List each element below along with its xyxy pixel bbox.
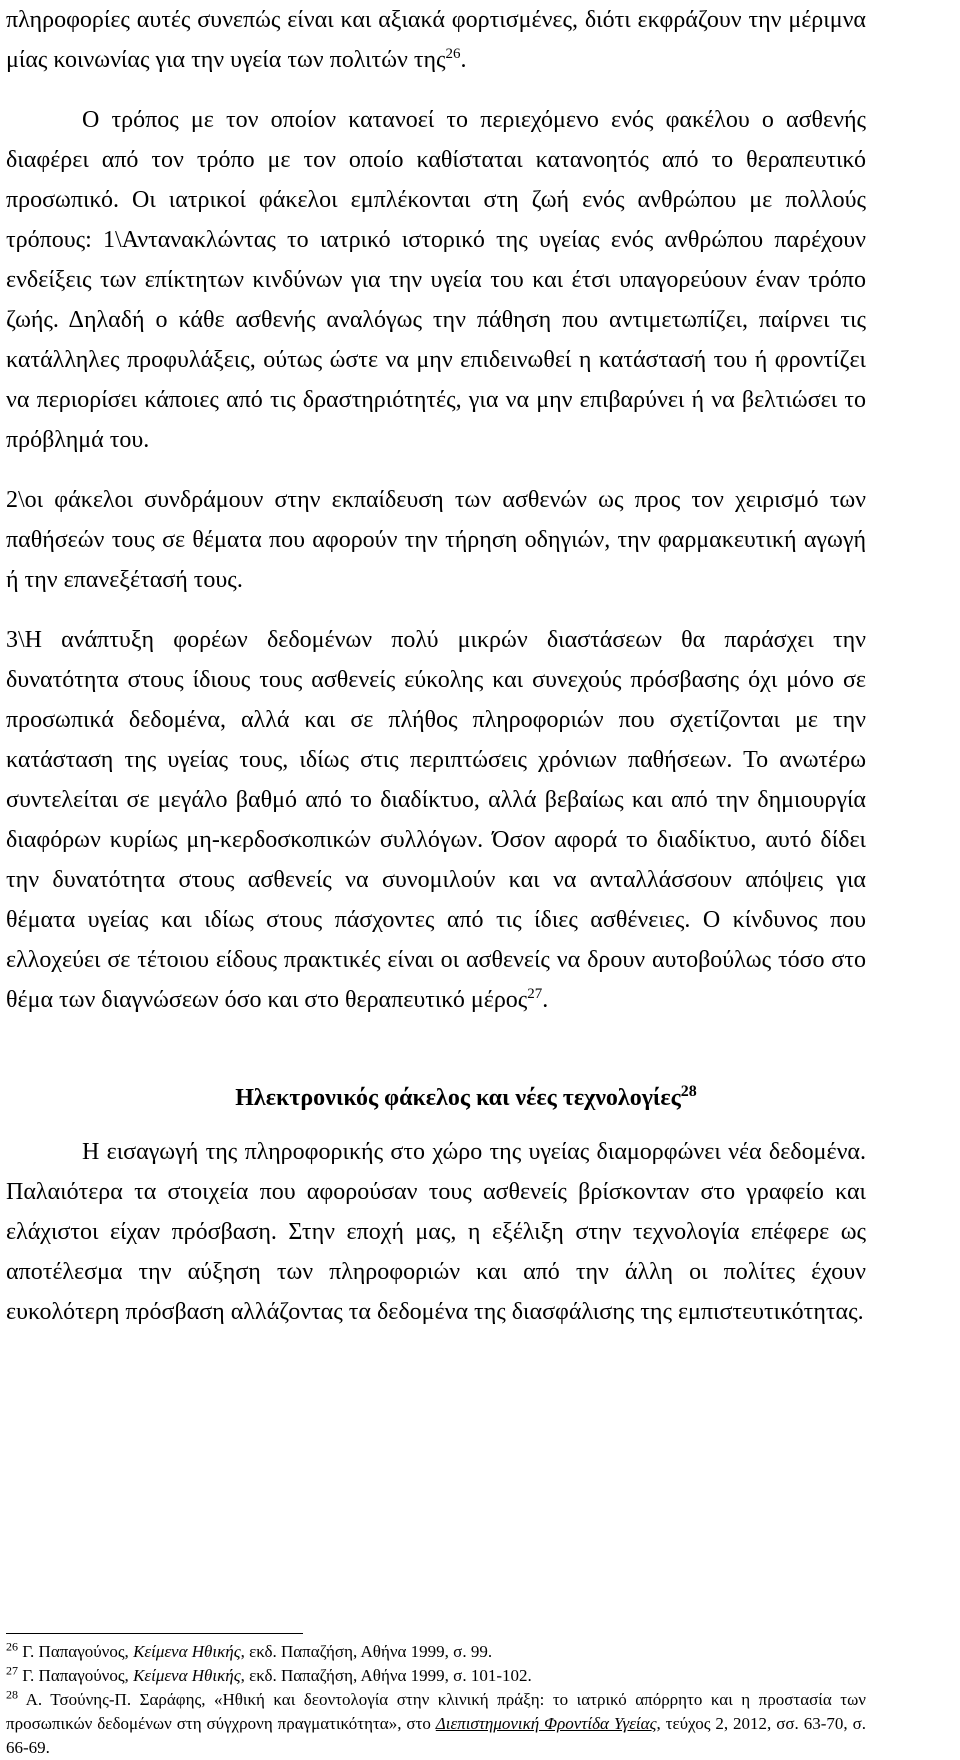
section-heading: Ηλεκτρονικός φάκελος και νέες τεχνολογίες$^{28}$ xyxy=(235,1083,697,1111)
paragraph-medical-records: Ο τρόπος με τον οποίον κατανοεί το περιεχόμενο ενός φακέλου ο ασθενής διαφέρει από τον τρόπο με τον οποίο καθίσταται κατανοητός από το θεραπευτικό προσωπικό. Οι ιατρικοί φάκελοι εμπλέκονται στη ζωή ενός ανθρώπου με πολλούς τρόπους: 1\Αντανακλώντας το ιατρικό ιστορικό της υγείας ενός ανθρώπου παρέχουν ενδείξεις των επίκτητων κινδύνων για την υγεία του και έτσι υπαγορεύουν έναν τρόπο ζωής. Δηλαδή ο κάθε ασθενής αναλόγως την πάθηση που αντιμετωπίζει, παίρνει τις κατάλληλες προφυλάξεις, ούτως ώστε να μην επιδεινωθεί η κατάστασή του ή φροντίζει να περιορίσει κάποιες από τις δραστηριότητές, για να μην επιβαρύνει ή να βελτιώσει το πρόβλημά του. xyxy=(6,107,866,453)
footnote-ref-26[interactable]: 26 xyxy=(445,46,461,62)
paragraph-point-2: 2\οι φάκελοι συνδράμουν στην εκπαίδευση των ασθενών ως προς τον χειρισμό των παθήσεών τους σε θέματα που αφορούν την τήρηση οδηγιών, την φαρμακευτική αγωγή ή την επανεξέτασή τους. xyxy=(6,487,866,593)
footnote-27: $^{27}$ Γ. Παπαγούνος, Κείμενα Ηθικής, εκδ. Παπαζήση, Αθήνα 1999, σ. 101-102. xyxy=(6,1663,532,1685)
footnote-26: $^{26}$ Γ. Παπαγούνος, Κείμενα Ηθικής, εκδ. Παπαζήση, Αθήνα 1999, σ. 99. xyxy=(6,1639,493,1661)
paragraph-continuation: πληροφορίες αυτές συνεπώς είναι και αξιακά φορτισμένες, διότι εκφράζουν την μέριμνα μίας κοινωνίας για την υγεία των πολιτών της$^{26}$. xyxy=(6,7,866,73)
paragraph-point-3: 3\Η ανάπτυξη φορέων δεδομένων πολύ μικρών διαστάσεων θα παράσχει την δυνατότητα στους ίδιους τους ασθενείς εύκολης και συνεχούς πρόσβασης όχι μόνο σε προσωπικά δεδομένα, αλλά και σε πλήθος πληροφοριών που σχετίζονται με την κατάσταση της υγείας τους, ιδίως στις περιπτώσεις χρόνιων παθήσεων. Το ανωτέρω συντελείται σε μεγάλο βαθμό από το διαδίκτυο, αλλά βεβαίως και από την δημιουργία διαφόρων κυρίως μη-κερδοσκοπικών συλλόγων. Όσον αφορά το διαδίκτυο, αυτό δίδει την δυνατότητα στους ασθενείς να συνομιλούν και να ανταλλάσσουν απόψεις για θέματα υγείας και ιδίως στους πάσχοντες από τις ίδιες ασθένειες. Ο κίνδυνος που ελλοχεύει σε τέτοιου είδους πρακτικές είναι οι ασθενείς να δρουν αυτοβούλως τόσο στο θέμα των διαγνώσεων όσο και στο θεραπευτικό μέρος$^{27}$. xyxy=(6,627,866,1013)
paragraph-it-in-health: Η εισαγωγή της πληροφορικής στο χώρο της υγείας διαμορφώνει νέα δεδομένα. Παλαιότερα τα στοιχεία που αφορούσαν τους ασθενείς βρίσκονταν στο γραφείο και ελάχιστοι είχαν πρόσβαση. Στην εποχή μας, η εξέλιξη στην τεχνολογία επέφερε ως αποτέλεσμα την αύξηση των πληροφοριών και από την άλλη οι πολίτες έχουν ευκολότερη πρόσβαση αλλάζοντας τα δεδομένα της διασφάλισης της εμπιστευτικότητας. xyxy=(6,1139,866,1325)
footnote-ref-27[interactable]: 27 xyxy=(527,986,543,1002)
footnote-separator xyxy=(6,1633,303,1634)
footnote-ref-28[interactable]: 28 xyxy=(680,1083,697,1100)
footnote-28: $^{28}$ Α. Τσούνης-Π. Σαράφης, «Ηθική και δεοντολογία στην κλινική πράξη: το ιατρικό απόρρητο και η προστασία των προσωπικών δεδομένων στη σύγχρονη πραγματικότητα», στο Διεπιστημονική Φροντίδα Υγείας, τεύχος 2, 2012, σσ. 63-70, σ. 66-69. xyxy=(6,1687,866,1757)
document-page xyxy=(6,0,866,1332)
